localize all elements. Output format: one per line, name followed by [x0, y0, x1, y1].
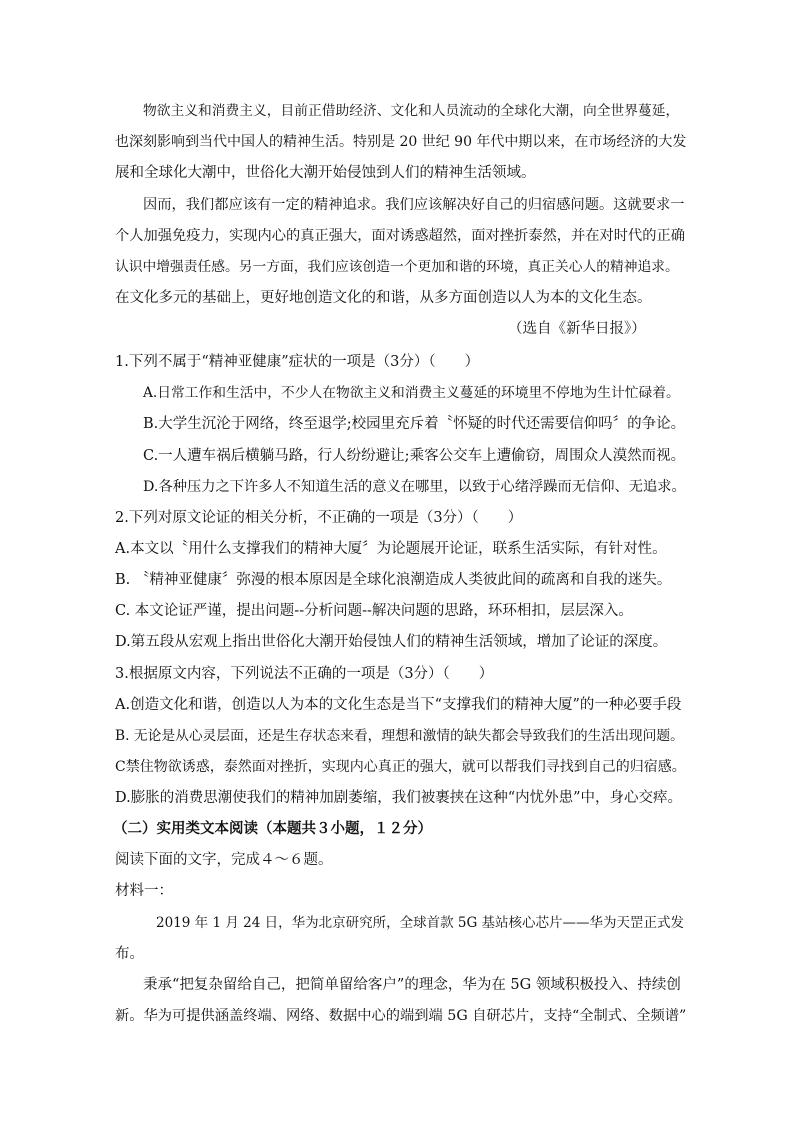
material-1-p2-line-2: 新。华为可提供涵盖终端、网络、数据中心的端到端 5G 自研芯片，支持“全制式、全频谱”	[115, 1008, 687, 1024]
question-2-option-a: A.本文以〝用什么支撑我们的精神大厦〞为论题展开论证，联系生活实际，有针对性。	[115, 541, 667, 557]
passage-source: （选自《新华日报》）	[508, 321, 646, 337]
question-2-option-c: C. 本文论证严谨，提出问题--分析问题--解决问题的思路，环环相扣，层层深入。	[115, 603, 633, 619]
question-2-option-d: D.第五段从宏观上指出世俗化大潮开始侵蚀人们的精神生活领域，增加了论证的深度。	[115, 634, 668, 650]
question-1-stem: 1.下列不属于“精神亚健康”症状的一项是（3分）（ ）	[115, 354, 480, 370]
question-3-option-c: C禁住物欲诱惑，泰然面对挫折，实现内心真正的强大，就可以帮我们寻找到自己的归宿感。	[115, 759, 686, 775]
passage-p1-line-1: 物欲主义和消费主义，目前正借助经济、文化和人员流动的全球化大潮，向全世界蔓延，	[143, 103, 680, 119]
passage-p2-line-4: 在文化多元的基础上，更好地创造文化的和谐，从多方面创造以人为本的文化生态。	[115, 290, 652, 306]
question-1-option-a: A.日常工作和生活中，不少人在物欲主义和消费主义蔓延的环境里不停地为生计忙碌着。	[143, 385, 680, 401]
material-1-label: 材料一：	[115, 883, 173, 899]
material-1-p1-line-1: 2019 年 1 月 24 日，华为北京研究所，全球首款 5G 基站核心芯片——华为天罡正式发	[156, 915, 685, 931]
question-3-option-d: D.膨胀的消费思潮使我们的精神加剧萎缩，我们被裹挟在这种“内忧外患”中，身心交瘁。	[115, 790, 683, 806]
section-2-heading: （二）实用类文本阅读（本题共３小题，１２分）	[113, 820, 432, 837]
passage-p1-line-3: 展和全球化大潮中，世俗化大潮开始侵蚀到人们的精神生活领域。	[115, 165, 536, 181]
passage-p2-line-3: 认识中增强责任感。另一方面，我们应该创造一个更加和谐的环境，真正关心人的精神追求。	[115, 259, 679, 275]
question-1-option-c: C.一人遭车祸后横躺马路，行人纷纷避让;乘客公交车上遭偷窃，周围众人漠然而视。	[143, 448, 686, 464]
passage-p2-line-2: 个人加强免疫力，实现内心的真正强大，面对诱惑超然，面对挫折泰然，并在对时代的正确	[115, 228, 686, 244]
question-3-option-a: A.创造文化和谐，创造以人为本的文化生态是当下“支撑我们的精神大厦”的一种必要手段	[115, 697, 682, 713]
question-3-stem: 3.根据原文内容，下列说法不正确的一项是（3分）（ ）	[115, 666, 494, 682]
question-3-option-b: B. 无论是从心灵层面，还是生存状态来看，理想和激情的缺失都会导致我们的生活出现问题。	[115, 728, 684, 744]
question-2-option-b: B. 〝精神亚健康〞弥漫的根本原因是全球化浪潮造成人类彼此间的疏离和自我的迷失。	[115, 572, 672, 588]
material-1-p1-line-2: 布。	[115, 946, 144, 962]
material-1-p2-line-1: 秉承“把复杂留给自己，把简单留给客户”的理念，华为在 5G 领域积极投入、持续创	[143, 977, 681, 993]
passage-p2-line-1: 因而，我们都应该有一定的精神追求。我们应该解决好自己的归宿感问题。这就要求一	[143, 197, 685, 213]
passage-p1-line-2: 也深刻影响到当代中国人的精神生活。特别是 20 世纪 90 年代中期以来，在市场经济的大发	[115, 134, 687, 150]
question-1-option-b: B.大学生沉沦于网络，终至退学;校园里充斥着〝怀疑的时代还需要信仰吗〞的争论。	[143, 416, 686, 432]
section-2-instruction: 阅读下面的文字，完成４～６题。	[115, 852, 333, 868]
question-1-option-d: D.各种压力之下许多人不知道生活的意义在哪里，以致于心绪浮躁而无信仰、无追求。	[143, 479, 686, 495]
question-2-stem: 2.下列对原文论证的相关分析，不正确的一项是（3分）（ ）	[115, 510, 523, 526]
